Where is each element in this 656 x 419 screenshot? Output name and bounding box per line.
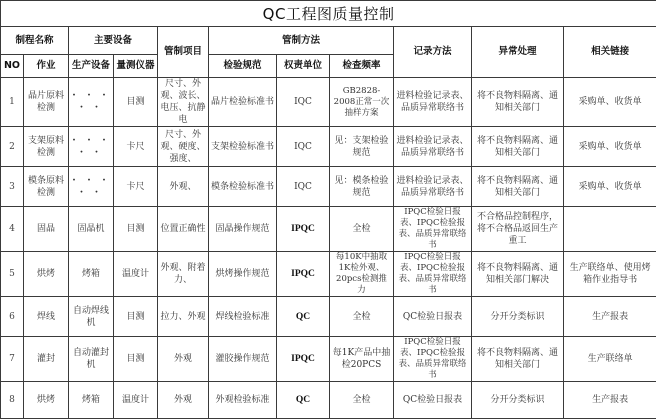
cell-no: 7 — [1, 337, 24, 382]
table-row — [1, 78, 656, 127]
cell-operation: 焊线 — [24, 297, 69, 337]
cell-inspection-spec: 外观检验标准 — [209, 382, 277, 419]
cell-production-equipment: 烤箱 — [69, 252, 114, 297]
cell-control-item: 外观 — [158, 382, 209, 419]
cell-production-equipment: 固晶机 — [69, 207, 114, 252]
cell-related-links: 生产报表 — [564, 382, 656, 419]
cell-control-item: 外观、附着力、 — [158, 252, 209, 297]
cell-inspection-spec: 烘烤操作规范 — [209, 252, 277, 297]
cell-responsible-unit: IPQC — [277, 207, 330, 252]
cell-control-item: 位置正确性 — [158, 207, 209, 252]
cell-related-links: 生产联络单、使用烤箱作业指导书 — [564, 252, 656, 297]
cell-record-method: QC检验日报表 — [394, 382, 472, 419]
cell-inspection-spec: 焊线检验标准 — [209, 297, 277, 337]
cell-responsible-unit: IPQC — [277, 252, 330, 297]
cell-production-equipment: 烤箱 — [69, 382, 114, 419]
cell-no: 2 — [1, 127, 24, 167]
cell-inspection-spec: 固晶操作规范 — [209, 207, 277, 252]
cell-record-method: 进料检验记录表、品质异常联络书 — [394, 78, 472, 127]
cell-no: 4 — [1, 207, 24, 252]
table-row — [1, 252, 656, 297]
cell-inspection-frequency: 见：模条检验规范 — [330, 167, 394, 207]
cell-responsible-unit: IQC — [277, 167, 330, 207]
cell-related-links: 生产报表 — [564, 297, 656, 337]
cell-responsible-unit: QC — [277, 297, 330, 337]
page-title: QC工程图质量控制 — [1, 1, 656, 27]
header-control-method: 管制方法 — [209, 27, 394, 55]
cell-responsible-unit: IPQC — [277, 337, 330, 382]
header-measuring-instrument: 量测仪器 — [114, 55, 158, 78]
cell-operation: 固晶 — [24, 207, 69, 252]
cell-measuring-instrument: 温度计 — [114, 252, 158, 297]
cell-exception-handling: 将不良物料隔离、通知相关部门解决 — [472, 252, 564, 297]
header-production-equipment: 生产设备 — [69, 55, 114, 78]
cell-operation: 模条原料检测 — [24, 167, 69, 207]
cell-record-method: IPQC检验日报表、IPQC检验报表、品质异常联络书 — [394, 337, 472, 382]
cell-exception-handling: 分开分类标识 — [472, 382, 564, 419]
cell-control-item: 拉力、外观 — [158, 297, 209, 337]
cell-measuring-instrument: 目测 — [114, 207, 158, 252]
header-main-equipment: 主要设备 — [69, 27, 158, 55]
cell-no: 8 — [1, 382, 24, 419]
header-inspection-spec: 检验规范 — [209, 55, 277, 78]
table-row — [1, 127, 656, 167]
cell-record-method: 进料检验记录表、品质异常联络书 — [394, 167, 472, 207]
table-row — [1, 337, 656, 382]
cell-inspection-spec: 支架检验标准书 — [209, 127, 277, 167]
cell-related-links — [564, 207, 656, 252]
header-inspection-frequency: 检查频率 — [330, 55, 394, 78]
cell-exception-handling: 不合格品控制程序，将不合格品返回生产重工 — [472, 207, 564, 252]
cell-related-links: 采购单、收货单 — [564, 78, 656, 127]
cell-record-method: QC检验日报表 — [394, 297, 472, 337]
cell-operation: 灌封 — [24, 337, 69, 382]
header-exception-handling: 异常处理 — [472, 27, 564, 78]
table-row — [1, 382, 656, 419]
cell-inspection-frequency: 见：支架检验规范 — [330, 127, 394, 167]
cell-exception-handling: 将不良物料隔离、通知相关部门 — [472, 337, 564, 382]
cell-responsible-unit: IQC — [277, 78, 330, 127]
cell-measuring-instrument: 温度计 — [114, 382, 158, 419]
cell-inspection-frequency: 全检 — [330, 207, 394, 252]
header-responsible-unit: 权责单位 — [277, 55, 330, 78]
header-operation: 作业 — [24, 55, 69, 78]
cell-inspection-frequency: 全检 — [330, 297, 394, 337]
cell-no: 1 — [1, 78, 24, 127]
header-control-item: 管制项目 — [158, 27, 209, 78]
cell-inspection-frequency: 每10K中抽取1K检外观、20pcs检测推力 — [330, 252, 394, 297]
cell-related-links: 采购单、收货单 — [564, 167, 656, 207]
table-row — [1, 207, 656, 252]
cell-responsible-unit: QC — [277, 382, 330, 419]
cell-exception-handling: 将不良物料隔离、通知相关部门 — [472, 78, 564, 127]
cell-record-method: IPQC检验日报表、IPQC检验报表、品质异常联络书 — [394, 207, 472, 252]
cell-exception-handling: 分开分类标识 — [472, 297, 564, 337]
header-process-name: 制程名称 — [1, 27, 69, 55]
cell-exception-handling: 将不良物料隔离、通知相关部门 — [472, 127, 564, 167]
cell-inspection-frequency: GB2828-2008正常一次抽样方案 — [330, 78, 394, 127]
cell-measuring-instrument: 卡尺 — [114, 167, 158, 207]
cell-operation: 支架原料检测 — [24, 127, 69, 167]
cell-no: 6 — [1, 297, 24, 337]
cell-operation: 烘烤 — [24, 252, 69, 297]
cell-control-item: 外观、 — [158, 167, 209, 207]
cell-operation: 烘烤 — [24, 382, 69, 419]
table-row — [1, 297, 656, 337]
cell-operation: 晶片原料检测 — [24, 78, 69, 127]
cell-inspection-frequency: 全检 — [330, 382, 394, 419]
cell-no: 5 — [1, 252, 24, 297]
cell-control-item: 尺寸、外观、硬度、强度、 — [158, 127, 209, 167]
cell-no: 3 — [1, 167, 24, 207]
cell-production-equipment: 自动灌封机 — [69, 337, 114, 382]
cell-related-links: 采购单、收货单 — [564, 127, 656, 167]
cell-exception-handling: 将不良物料隔离、通知相关部门 — [472, 167, 564, 207]
header-record-method: 记录方法 — [394, 27, 472, 78]
cell-measuring-instrument: 卡尺 — [114, 127, 158, 167]
cell-inspection-spec: 灌胶操作规范 — [209, 337, 277, 382]
cell-record-method: IPQC检验日报表、IPQC检验报表、品质异常联络书 — [394, 252, 472, 297]
cell-production-equipment: · · · · · — [69, 167, 114, 207]
header-no: NO — [1, 55, 24, 78]
cell-responsible-unit: IQC — [277, 127, 330, 167]
cell-production-equipment: · · · · · — [69, 78, 114, 127]
cell-record-method: 进料检验记录表、品质异常联络书 — [394, 127, 472, 167]
header-related-links: 相关链接 — [564, 27, 656, 78]
cell-inspection-spec: 模条检验标准书 — [209, 167, 277, 207]
cell-control-item: 尺寸、外观、波长、电压、抗静电 — [158, 78, 209, 127]
cell-production-equipment: 自动焊线机 — [69, 297, 114, 337]
cell-related-links: 生产联络单 — [564, 337, 656, 382]
cell-inspection-frequency: 每1K产品中抽检20PCS — [330, 337, 394, 382]
table-row — [1, 167, 656, 207]
cell-measuring-instrument: 目测 — [114, 297, 158, 337]
cell-production-equipment: · · · · · — [69, 127, 114, 167]
cell-inspection-spec: 晶片检验标准书 — [209, 78, 277, 127]
cell-control-item: 外观 — [158, 337, 209, 382]
cell-measuring-instrument: 目测 — [114, 337, 158, 382]
cell-measuring-instrument: 目测 — [114, 78, 158, 127]
